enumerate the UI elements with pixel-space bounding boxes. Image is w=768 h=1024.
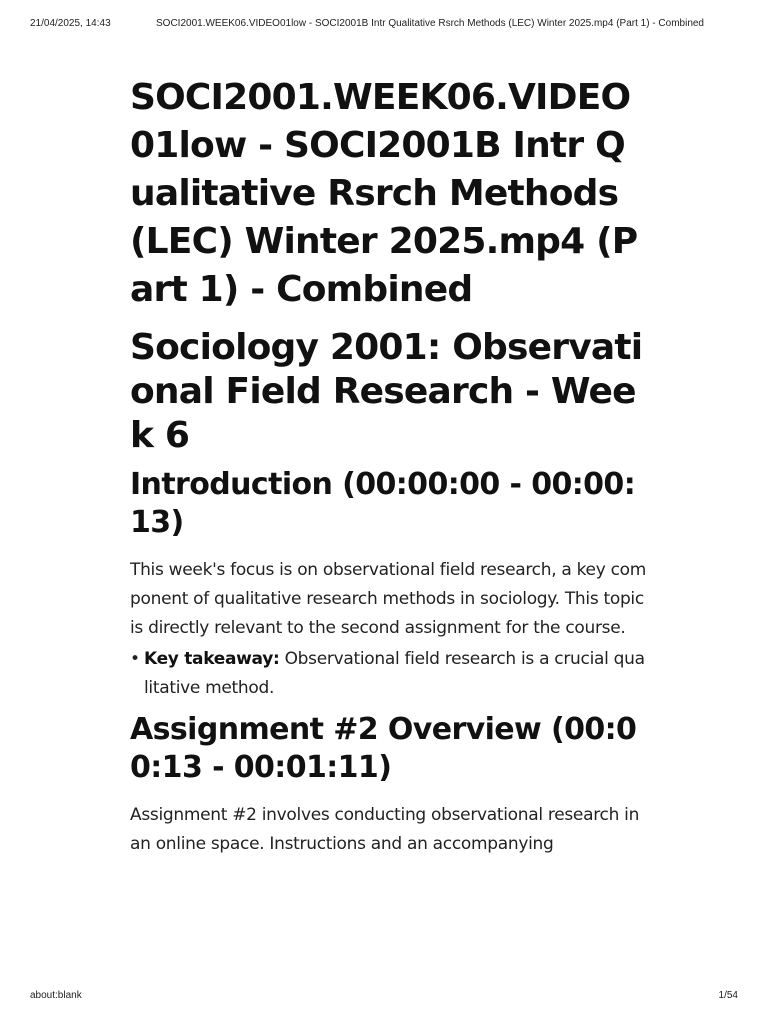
list-item	[130, 645, 646, 703]
section-heading: Introduction (00:00:00 - 00:00:13)	[130, 467, 636, 540]
section-assignment-2	[130, 711, 646, 859]
document-body	[130, 74, 646, 970]
print-date: 21/04/2025, 14:43	[30, 18, 111, 29]
section-heading: Assignment #2 Overview (00:00:13 - 00:01:11)	[130, 712, 637, 785]
bullet-icon: •	[130, 649, 140, 669]
print-header	[0, 18, 768, 34]
document-subtitle: Sociology 2001: Observational Field Research - Week 6	[130, 327, 643, 456]
section-paragraph: This week's focus is on observational field research, a key component of qualitative research methods in sociology. This topic is directly relevant to the second assignment for the course.	[130, 560, 646, 638]
document-title: SOCI2001.WEEK06.VIDEO01low - SOCI2001B Intr Qualitative Rsrch Methods (LEC) Winter 2025.mp4 (Part 1) - Combined	[130, 77, 638, 310]
key-takeaway-text: Observational field research is a crucial qualitative method.	[144, 649, 645, 698]
print-title: SOCI2001.WEEK06.VIDEO01low - SOCI2001B Intr Qualitative Rsrch Methods (LEC) Winter 2025.mp4 (Part 1) - Combined	[156, 18, 704, 29]
page-url: about:blank	[30, 990, 82, 1001]
page-number: 1/54	[718, 990, 738, 1001]
section-paragraph: Assignment #2 involves conducting observational research in an online space. Instructions and an accompanying	[130, 805, 640, 854]
section-introduction	[130, 466, 646, 703]
bullet-list	[130, 645, 646, 703]
print-footer	[0, 990, 768, 1006]
key-takeaway-label: Key takeaway:	[144, 649, 280, 669]
